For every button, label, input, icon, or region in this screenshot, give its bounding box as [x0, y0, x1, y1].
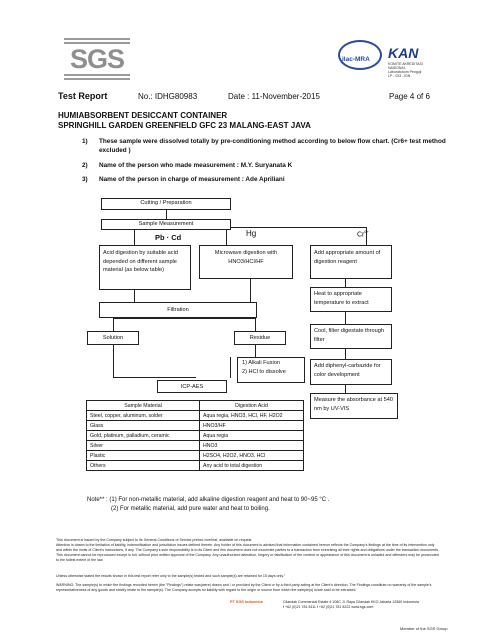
hg-label: Hg: [246, 229, 257, 238]
table-cell: Aqua regia, HNO3, HCl, HF, H2O2: [200, 411, 304, 421]
filtration-step: Filtration: [99, 302, 257, 318]
kan-subtitle: KOMITE AKREDITASI NASIONAL: [388, 62, 423, 70]
fine-print-1: This document is issued by the Company subject to its General Conditions of Service printed overleaf, available on request.: [56, 538, 253, 542]
table-header-row: [87, 401, 304, 411]
kan-lab: Laboratorium Penguji: [388, 70, 422, 74]
solution-step: Solution: [87, 331, 139, 345]
footer-company: PT SGS Indonesia: [230, 600, 263, 604]
report-date: Date : 11-November-2015: [228, 92, 320, 101]
microwave-digestion-step: [199, 245, 293, 279]
table-cell: Silver: [87, 441, 200, 451]
note-1: (1) For non-metallic material, add alkaline digestion reagent and heat to 90~95 °C .: [109, 497, 330, 503]
table-row: [87, 461, 304, 471]
table-row: [87, 431, 304, 441]
alkali-fusion-text: 1) Alkali Fusion: [242, 360, 280, 366]
cr-text: Cr: [357, 231, 365, 239]
kan-logo-text: KAN: [388, 45, 419, 61]
document-title-line2: SPRINGHILL GARDEN GREENFIELD GFC 23 MALANG-EAST JAVA: [58, 121, 311, 130]
table-row: [87, 411, 304, 421]
table-row: [87, 441, 304, 451]
ilac-logo-text: ilac-MRA: [342, 56, 370, 63]
sgs-logo-text: SGS: [69, 44, 125, 74]
item-number: 1): [82, 138, 88, 145]
icp-aes-step: ICP-AES: [157, 380, 227, 393]
add-reagent-step: Add appropriate amount of digestion reagent: [310, 245, 392, 279]
note-2: (2) For metallic material, add pure water and heat to boiling.: [111, 506, 270, 512]
footer-address: [283, 600, 419, 610]
report-number: No.: IDHG80983: [138, 92, 198, 101]
heat-step: Heat to appropriate temperature to extract: [310, 287, 392, 312]
table-cell: Aqua regia: [200, 431, 304, 441]
kan-lp: LP - 033 - IDN: [388, 74, 411, 78]
table-cell: Glass: [87, 421, 200, 431]
table-cell: Steel, copper, aluminum, solder: [87, 411, 200, 421]
footer-contact-line: t +62 (0)21 781 8111 f +62 (0)21 781 8222 www.sgs.com: [283, 605, 374, 609]
item-text: These sample were dissolved totally by pre-conditioning method according to below flow chart. (Cr6+ test method excluded ): [99, 138, 446, 154]
note-block: [87, 496, 329, 504]
report-label: Test Report: [58, 91, 108, 101]
alkali-fusion-step: [237, 357, 305, 383]
acid-digestion-step: Acid digestion by suitable acid depended on different sample material (as below table): [99, 245, 191, 290]
footer-member: Member of the SGS Group: [400, 626, 448, 631]
table-header: Sample Material: [87, 401, 200, 411]
fine-print-3: Unless otherwise stated the results shown in this test report refer only to the sample(s) tested and such sample(s) are retained for 15 days only.": [56, 574, 286, 578]
note-label: Note** :: [87, 497, 108, 503]
microwave-text: Microwave digestion with: [214, 250, 278, 256]
page-number: Page 4 of 6: [389, 92, 430, 101]
add-dpc-step: Add diphenyl-carbazide for color development: [310, 359, 392, 385]
table-cell: Others: [87, 461, 200, 471]
cr6-label: [357, 229, 369, 238]
table-cell: Any acid to total digestion: [200, 461, 304, 471]
fine-print-4: WARNING: The sample(s) to which the findings recorded herein (the "Findings") relate was(were) drawn and / or provided by the Client or by a third party acting at the Client's direction. The Findings constitute no warranty of the sample's representativeness of any goods and strictly relate to the sample(s). The Company accepts no liability with regard to the origin or source from which the sample(s) is/are said to be extracted.: [56, 583, 432, 592]
microwave-reagent: HNO3/HCl/HF: [228, 258, 264, 265]
fine-print-2: Attention is drawn to the limitation of liability, indemnification and jurisdiction issues defined therein. Any holder of this document is advised that information contained hereon reflects the Company's findings at the time of its intervention only and within the limits of Client's instructions, if any. The Company's sole responsibility is to its Client and this document does not exonerate parties to a transaction from exercising all their rights and obligations under the transaction documents. This document cannot be reproduced except in full, without prior written approval of the Company. Any unauthorized alteration, forgery or falsification of the content or appearance of this document is unlawful and offenders may be prosecuted to the fullest extent of the law.: [56, 543, 439, 562]
table-header: Digestion Acid: [200, 401, 304, 411]
residue-step: Residue: [234, 331, 286, 345]
item-number: 2): [82, 162, 88, 169]
pb-cd-label: Pb · Cd: [155, 233, 182, 242]
table-cell: HNO3/HF: [200, 421, 304, 431]
item-text: Name of the person who made measurement : M.Y. Suryanata K: [99, 162, 293, 169]
table-cell: HNO3: [200, 441, 304, 451]
digestion-acid-table: [86, 400, 304, 471]
cr-superscript: 6+: [364, 229, 369, 234]
document-title-line1: HUMIABSORBENT DESICCANT CONTAINER: [58, 111, 228, 120]
table-cell: Gold, platinum, palladium, ceramic: [87, 431, 200, 441]
table-cell: H2SO4, H2O2, HNO3, HCl: [200, 451, 304, 461]
cool-filter-step: Cool, filter digestate through filter: [310, 324, 392, 349]
hcl-dissolve-text: 2) HCl to dissolve: [242, 368, 286, 375]
table-row: [87, 451, 304, 461]
item-number: 3): [82, 176, 88, 183]
footer-address-line1: Cilandak Commercial Estate # 108C Jl. Raya Cilandak KKO Jakarta 12560 Indonesia: [283, 600, 419, 604]
sample-measurement-step: Sample Measurement: [101, 219, 231, 230]
cutting-preparation-step: Cutting / Preparation: [101, 198, 231, 210]
table-row: [87, 421, 304, 431]
measure-step: Measure the absorbance at 540 nm by UV-VIS: [310, 393, 398, 419]
item-text: Name of the person in charge of measurement : Ade Apriliani: [99, 176, 285, 183]
table-cell: Plastic: [87, 451, 200, 461]
